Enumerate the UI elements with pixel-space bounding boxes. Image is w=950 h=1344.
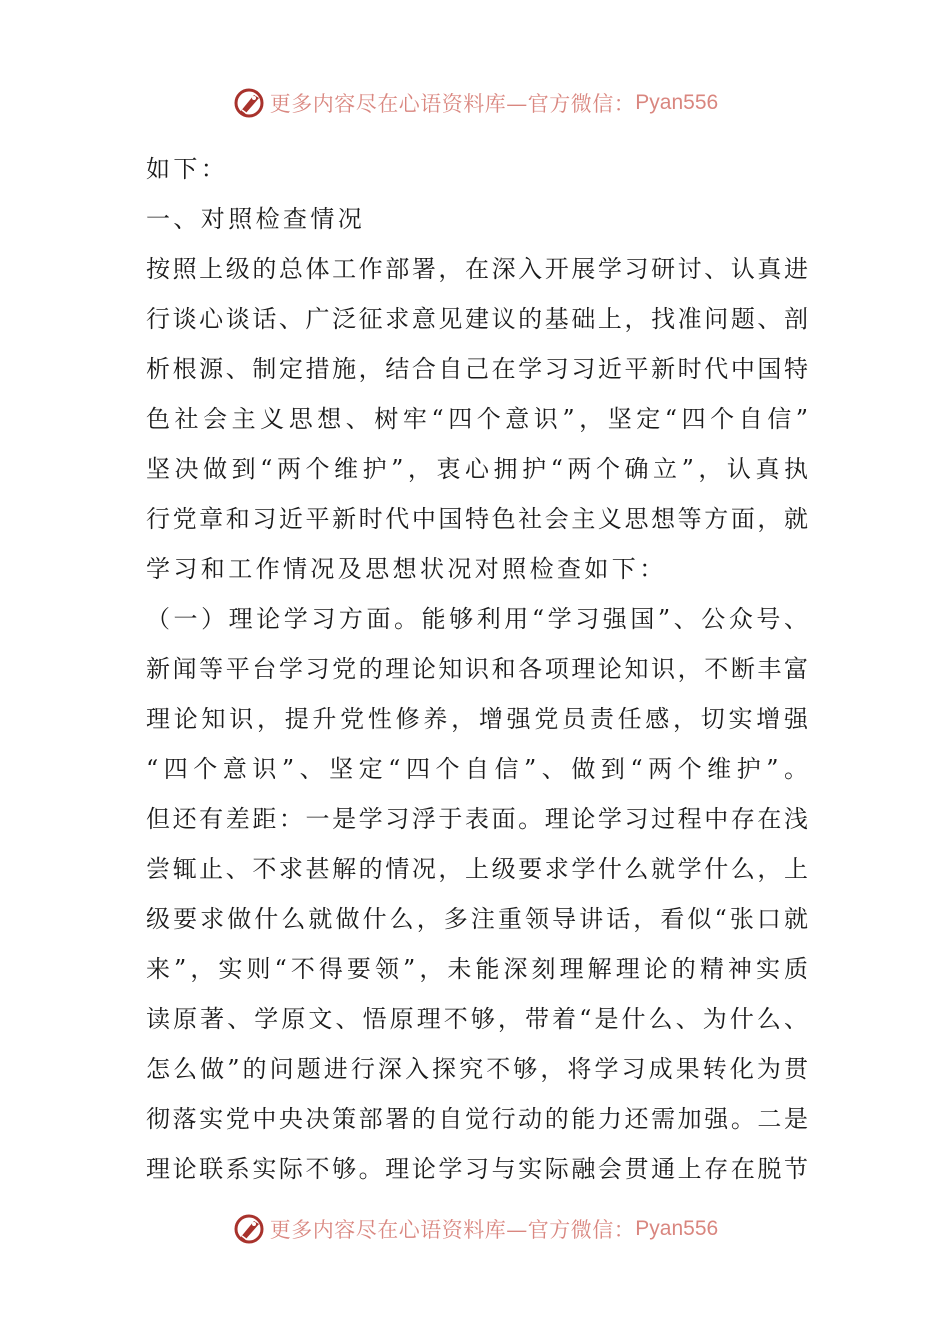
banner-wechat-handle: Pyan556 [635, 1217, 719, 1240]
text-line: 新闻等平台学习党的理论知识和各项理论知识，不断丰富 [146, 655, 808, 683]
header-watermark-banner [0, 80, 950, 126]
text-line: “四个意识”、坚定“四个自信”、做到“两个维护”。 [146, 755, 808, 783]
text-line: 彻落实党中央决策部署的自觉行动的能力还需加强。二是 [146, 1105, 808, 1133]
document-body [146, 144, 808, 1194]
pen-nib-logo-icon [232, 1212, 266, 1246]
pen-nib-logo-icon [232, 86, 266, 120]
banner-wechat-handle: Pyan556 [635, 91, 719, 114]
text-line: 色社会主义思想、树牢“四个意识”，坚定“四个自信” [146, 405, 808, 433]
subsection-heading-line: （一）理论学习方面。能够利用“学习强国”、公众号、 [146, 605, 808, 633]
text-line: 理论联系实际不够。理论学习与实际融会贯通上存在脱节 [146, 1155, 808, 1183]
text-line: 级要求做什么就做什么，多注重领导讲话，看似“张口就 [146, 905, 808, 933]
text-line: 坚决做到“两个维护”，衷心拥护“两个确立”，认真执 [146, 455, 808, 483]
text-line: 行党章和习近平新时代中国特色社会主义思想等方面，就 [146, 505, 808, 533]
footer-watermark-banner [0, 1206, 950, 1252]
text-line: 按照上级的总体工作部署，在深入开展学习研讨、认真进 [146, 255, 808, 283]
text-line: 尝辄止、不求甚解的情况，上级要求学什么就学什么，上 [146, 855, 808, 883]
banner-text: 更多内容尽在心语资料库—官方微信： [269, 92, 636, 116]
text-line: 理论知识，提升党性修养，增强党员责任感，切实增强 [146, 705, 808, 733]
text-line: 析根源、制定措施，结合自己在学习习近平新时代中国特 [146, 355, 808, 383]
text-line: 行谈心谈话、广泛征求意见建议的基础上，找准问题、剖 [146, 305, 808, 333]
banner-text: 更多内容尽在心语资料库—官方微信： [269, 1218, 636, 1242]
text-line: 学习和工作情况及思想状况对照检查如下： [146, 555, 667, 583]
text-line: 但还有差距：一是学习浮于表面。理论学习过程中存在浅 [146, 805, 808, 833]
text-line: 读原著、学原文、悟原理不够，带着“是什么、为什么、 [146, 1005, 808, 1033]
text-line: 来”，实则“不得要领”，未能深刻理解理论的精神实质 [146, 955, 808, 983]
text-line: 怎么做”的问题进行深入探究不够，将学习成果转化为贯 [146, 1055, 808, 1083]
section-heading: 一、对照检查情况 [146, 205, 366, 233]
text-line: 如下： [146, 155, 229, 183]
